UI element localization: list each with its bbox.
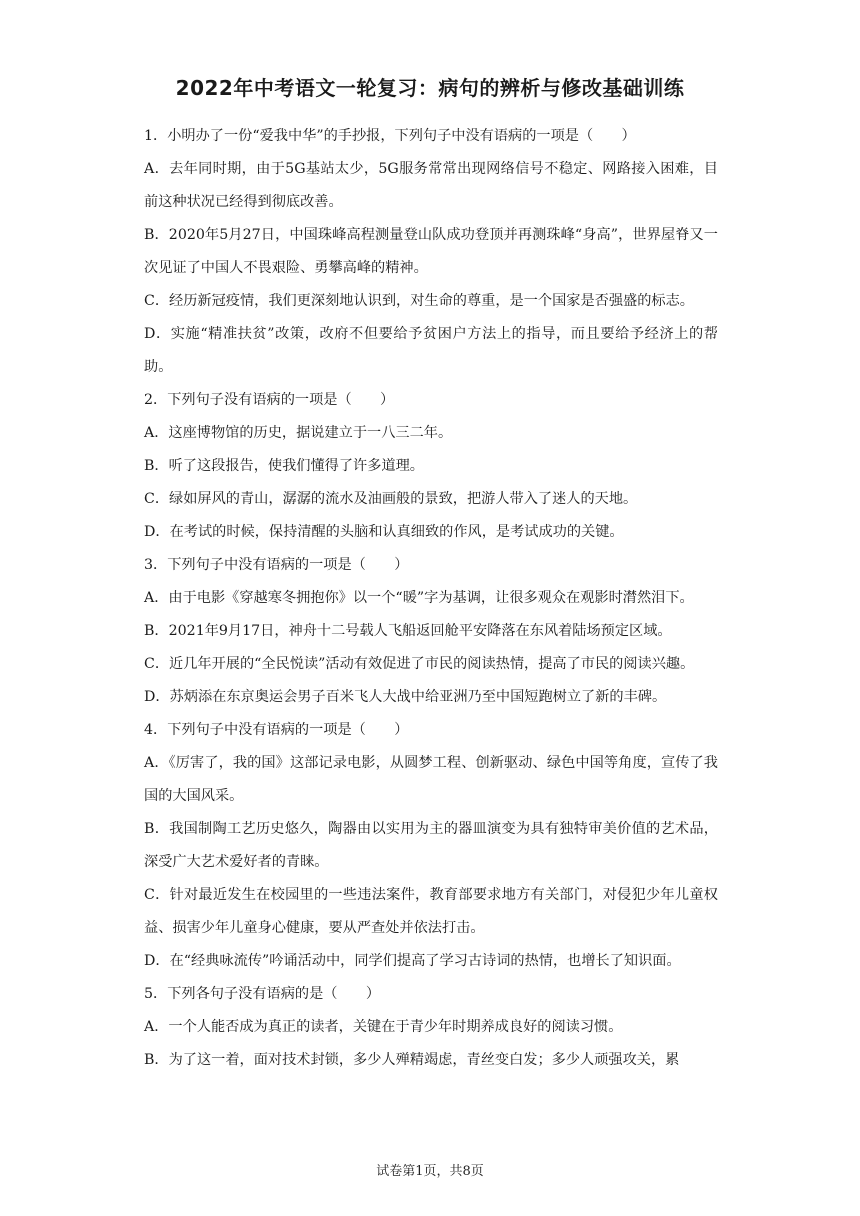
option-d: D．实施“精准扶贫”改策，改府不但要给予贫困户方法上的指导，而且要给予经济上的帮助。	[144, 326, 718, 375]
option-b: B．听了这段报告，使我们懂得了许多道理。	[144, 458, 424, 474]
question-stem: 4．下列句子中没有语病的一项是（ ）	[144, 722, 409, 738]
question-1	[144, 120, 718, 384]
question-2	[144, 384, 718, 549]
question-3	[144, 549, 718, 714]
option-a: A．这座博物馆的历史，据说建立于一八三二年。	[144, 425, 453, 441]
option-a: A．一个人能否成为真正的读者，关键在于青少年时期养成良好的阅读习惯。	[144, 1019, 623, 1035]
option-c: C．针对最近发生在校园里的一些违法案件，教育部要求地方有关部门，对侵犯少年儿童权益、损害少年儿童身心健康，要从严查处并依法打击。	[144, 887, 718, 936]
question-stem: 2．下列句子没有语病的一项是（ ）	[144, 392, 395, 408]
question-stem: 3．下列句子中没有语病的一项是（ ）	[144, 557, 409, 573]
option-d: D．在考试的时候，保持清醒的头脑和认真细致的作风，是考试成功的关键。	[144, 524, 624, 540]
option-b: B．2021年9月17日，神舟十二号载人飞船返回舱平安降落在东风着陆场预定区域。	[144, 623, 672, 639]
option-b: B．我国制陶工艺历史悠久，陶器由以实用为主的器皿演变为具有独特审美价值的艺术品，深受广大艺术爱好者的青睐。	[144, 821, 718, 870]
option-a: A．由于电影《穿越寒冬拥抱你》以一个“暖”字为基调，让很多观众在观影时潸然泪下。	[144, 590, 694, 606]
page-title: 2022年中考语文一轮复习：病句的辨析与修改基础训练	[175, 76, 685, 100]
option-d: D．在“经典咏流传”吟诵活动中，同学们提高了学习古诗词的热情，也增长了知识面。	[144, 953, 681, 969]
page-footer: 试卷第1页，共8页	[376, 1164, 484, 1179]
option-b: B．2020年5月27日，中国珠峰高程测量登山队成功登顶并再测珠峰“身高”，世界屋脊又一次见证了中国人不畏艰险、勇攀高峰的精神。	[144, 227, 718, 276]
option-c: C．绿如屏风的青山，潺潺的流水及油画般的景致，把游人带入了迷人的天地。	[144, 491, 638, 507]
option-c: C．经历新冠疫情，我们更深刻地认识到，对生命的尊重，是一个国家是否强盛的标志。	[144, 293, 694, 309]
option-c: C．近几年开展的“全民悦读”活动有效促进了市民的阅读热情，提高了市民的阅读兴趣。	[144, 656, 695, 672]
option-a: A．去年同时期，由于5G基站太少，5G服务常常出现网络信号不稳定、网路接入困难，目前这种状况已经得到彻底改善。	[144, 161, 718, 210]
question-stem: 5．下列各句子没有语病的是（ ）	[144, 986, 381, 1002]
option-d: D．苏炳添在东京奥运会男子百米飞人大战中给亚洲乃至中国短跑树立了新的丰碑。	[144, 689, 667, 705]
option-a: A．《厉害了，我的国》这部记录电影，从圆梦工程、创新驱动、绿色中国等角度，宣传了我国的大国风采。	[144, 755, 718, 804]
option-b: B．为了这一着，面对技术封锁，多少人殚精竭虑，青丝变白发；多少人顽强攻关，累	[144, 1052, 680, 1068]
question-5	[144, 978, 718, 1077]
question-list	[144, 120, 718, 1077]
question-4	[144, 714, 718, 978]
question-stem: 1．小明办了一份“爱我中华”的手抄报，下列句子中没有语病的一项是（ ）	[144, 128, 636, 144]
